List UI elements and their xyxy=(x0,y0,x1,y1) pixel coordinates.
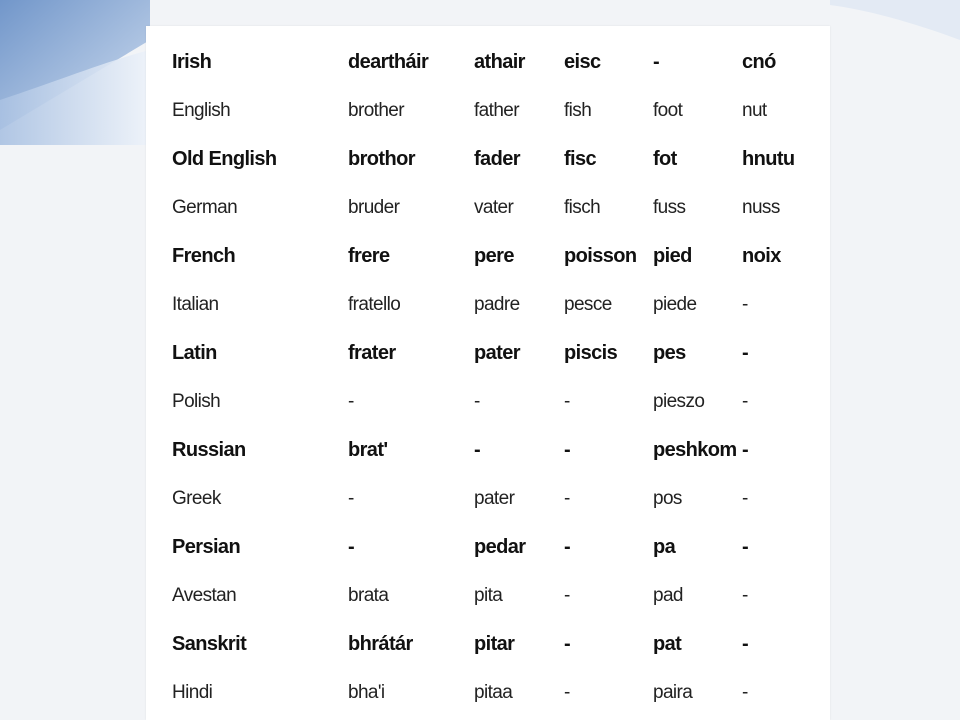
word-cell: nut xyxy=(742,99,767,121)
word-cell: - xyxy=(742,439,749,461)
language-name-cell: Hindi xyxy=(172,681,213,703)
language-name-cell: Latin xyxy=(172,342,217,364)
word-cell: - xyxy=(742,342,749,364)
word-cell: father xyxy=(474,99,519,121)
word-cell: - xyxy=(348,487,354,509)
word-cell: pes xyxy=(653,342,686,364)
table-row xyxy=(146,475,830,523)
word-cell: poisson xyxy=(564,245,637,267)
word-cell: pad xyxy=(653,584,683,606)
table-row xyxy=(146,87,830,135)
table-row xyxy=(146,378,830,426)
word-cell: - xyxy=(742,390,748,412)
word-cell: - xyxy=(742,487,748,509)
word-cell: foot xyxy=(653,99,683,121)
language-name-cell: Polish xyxy=(172,390,221,412)
word-cell: - xyxy=(348,536,355,558)
word-cell: pied xyxy=(653,245,692,267)
word-cell: pater xyxy=(474,342,520,364)
table-row xyxy=(146,232,830,280)
word-cell: - xyxy=(742,536,749,558)
language-name-cell: Sanskrit xyxy=(172,633,247,655)
word-cell: brother xyxy=(348,99,405,121)
word-cell: - xyxy=(742,633,749,655)
word-cell: pa xyxy=(653,536,676,558)
word-cell: pesce xyxy=(564,293,612,315)
word-cell: pere xyxy=(474,245,514,267)
word-cell: frater xyxy=(348,342,396,364)
word-cell: deartháir xyxy=(348,51,429,73)
word-cell: eisc xyxy=(564,51,601,73)
word-cell: - xyxy=(564,681,570,703)
word-cell: - xyxy=(742,584,748,606)
word-cell: - xyxy=(474,439,481,461)
word-cell: fisc xyxy=(564,148,597,170)
word-cell: piede xyxy=(653,293,697,315)
word-cell: - xyxy=(564,390,570,412)
word-cell: - xyxy=(564,487,570,509)
table-row xyxy=(146,572,830,620)
word-cell: - xyxy=(564,439,571,461)
table-row xyxy=(146,426,830,474)
language-name-cell: Italian xyxy=(172,293,219,315)
word-cell: pedar xyxy=(474,536,526,558)
language-name-cell: Old English xyxy=(172,148,277,170)
table-row xyxy=(146,523,830,571)
table-row xyxy=(146,38,830,86)
word-cell: - xyxy=(474,390,480,412)
word-cell: - xyxy=(564,536,571,558)
word-cell: fader xyxy=(474,148,520,170)
word-cell: - xyxy=(742,293,748,315)
table-row xyxy=(146,281,830,329)
table-row xyxy=(146,329,830,377)
word-cell: cnó xyxy=(742,51,776,73)
word-cell: brothor xyxy=(348,148,415,170)
word-cell: bruder xyxy=(348,196,400,218)
word-cell: frere xyxy=(348,245,390,267)
table-row xyxy=(146,184,830,232)
word-cell: pitar xyxy=(474,633,515,655)
word-cell: - xyxy=(653,51,660,73)
language-name-cell: Russian xyxy=(172,439,246,461)
word-cell: pita xyxy=(474,584,503,606)
language-name-cell: English xyxy=(172,99,231,121)
word-cell: - xyxy=(564,633,571,655)
table-row xyxy=(146,669,830,717)
language-name-cell: Avestan xyxy=(172,584,237,606)
word-cell: pos xyxy=(653,487,682,509)
word-cell: pat xyxy=(653,633,682,655)
language-name-cell: Irish xyxy=(172,51,212,73)
table-row xyxy=(146,620,830,668)
word-cell: peshkom xyxy=(653,439,737,461)
word-cell: pieszo xyxy=(653,390,705,412)
language-comparison-table xyxy=(146,26,830,720)
word-cell: fot xyxy=(653,148,677,170)
word-cell: fisch xyxy=(564,196,601,218)
language-name-cell: Persian xyxy=(172,536,241,558)
word-cell: bhrátár xyxy=(348,633,413,655)
word-cell: hnutu xyxy=(742,148,795,170)
word-cell: athair xyxy=(474,51,525,73)
word-cell: pater xyxy=(474,487,515,509)
word-cell: bha'i xyxy=(348,681,385,703)
word-cell: brat' xyxy=(348,439,388,461)
word-cell: fuss xyxy=(653,196,686,218)
word-cell: paira xyxy=(653,681,693,703)
word-cell: piscis xyxy=(564,342,618,364)
word-cell: padre xyxy=(474,293,520,315)
word-cell: nuss xyxy=(742,196,780,218)
word-cell: - xyxy=(564,584,570,606)
word-cell: pitaa xyxy=(474,681,513,703)
word-cell: brata xyxy=(348,584,389,606)
word-cell: noix xyxy=(742,245,781,267)
language-name-cell: French xyxy=(172,245,236,267)
language-name-cell: German xyxy=(172,196,238,218)
word-cell: - xyxy=(742,681,748,703)
word-cell: fish xyxy=(564,99,592,121)
word-cell: - xyxy=(348,390,354,412)
word-cell: vater xyxy=(474,196,514,218)
word-cell: fratello xyxy=(348,293,401,315)
language-name-cell: Greek xyxy=(172,487,221,509)
table-row xyxy=(146,135,830,183)
